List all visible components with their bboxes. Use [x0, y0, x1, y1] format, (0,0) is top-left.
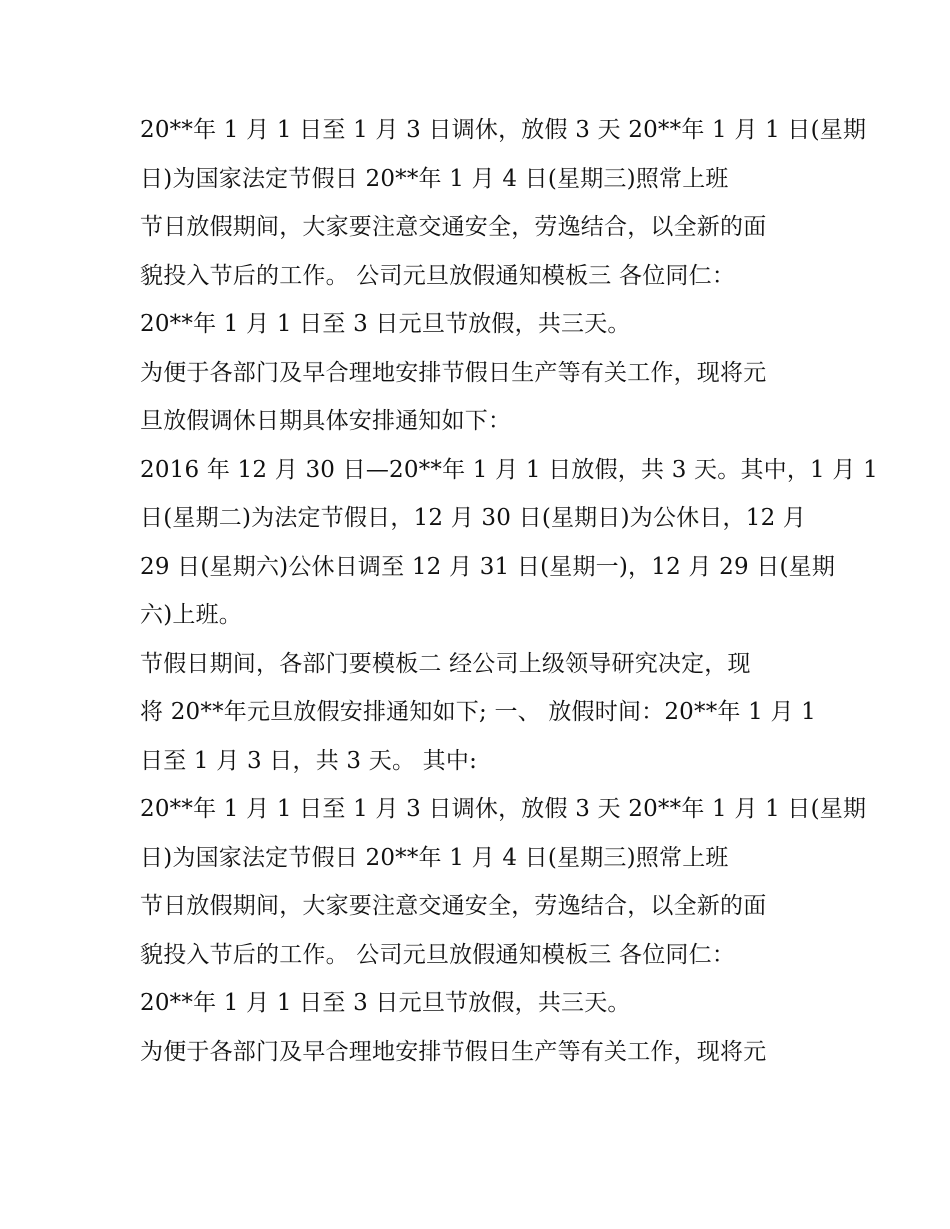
text-line: 节日放假期间，大家要注意交通安全，劳逸结合，以全新的面 [140, 893, 767, 919]
text-line: 六)上班。 [140, 602, 242, 628]
text-line: 为便于各部门及早合理地安排节假日生产等有关工作，现将元 [140, 359, 767, 386]
text-line: 为便于各部门及早合理地安排节假日生产等有关工作，现将元 [140, 1038, 767, 1065]
text-line: 29 日(星期六)公休日调至 12 月 31 日(星期一)，12 月 29 日(星期 [140, 553, 836, 580]
text-line: 20**年 1 月 1 日至 3 日元旦节放假，共三天。 [140, 990, 631, 1016]
text-line: 2016 年 12 月 30 日—20**年 1 月 1 日放假，共 3 天。其中，1 月 1 [140, 456, 878, 483]
document-body [140, 106, 878, 1076]
text-line: 貌投入节后的工作。 公司元旦放假通知模板三 各位同仁： [140, 262, 736, 289]
text-line: 20**年 1 月 1 日至 3 日元旦节放假，共三天。 [140, 311, 631, 337]
text-line: 日(星期二)为法定节假日，12 月 30 日(星期日)为公休日，12 月 [140, 505, 807, 531]
text-line: 节假日期间，各部门要模板二 经公司上级领导研究决定，现 [140, 650, 751, 677]
text-line: 将 20**年元旦放假安排通知如下; 一、 放假时间：20**年 1 月 1 [140, 699, 817, 725]
text-line: 日至 1 月 3 日，共 3 天。 其中: [140, 747, 478, 774]
text-line: 20**年 1 月 1 日至 1 月 3 日调休，放假 3 天 20**年 1 月 1 日(星期 [140, 117, 867, 143]
text-line: 貌投入节后的工作。 公司元旦放假通知模板三 各位同仁： [140, 941, 736, 968]
text-line: 20**年 1 月 1 日至 1 月 3 日调休，放假 3 天 20**年 1 月 1 日(星期 [140, 796, 867, 822]
text-line: 日)为国家法定节假日 20**年 1 月 4 日(星期三)照常上班 [140, 165, 729, 192]
text-line: 日)为国家法定节假日 20**年 1 月 4 日(星期三)照常上班 [140, 844, 729, 871]
text-line: 节日放假期间，大家要注意交通安全，劳逸结合，以全新的面 [140, 214, 767, 240]
text-line: 旦放假调休日期具体安排通知如下： [140, 408, 512, 434]
